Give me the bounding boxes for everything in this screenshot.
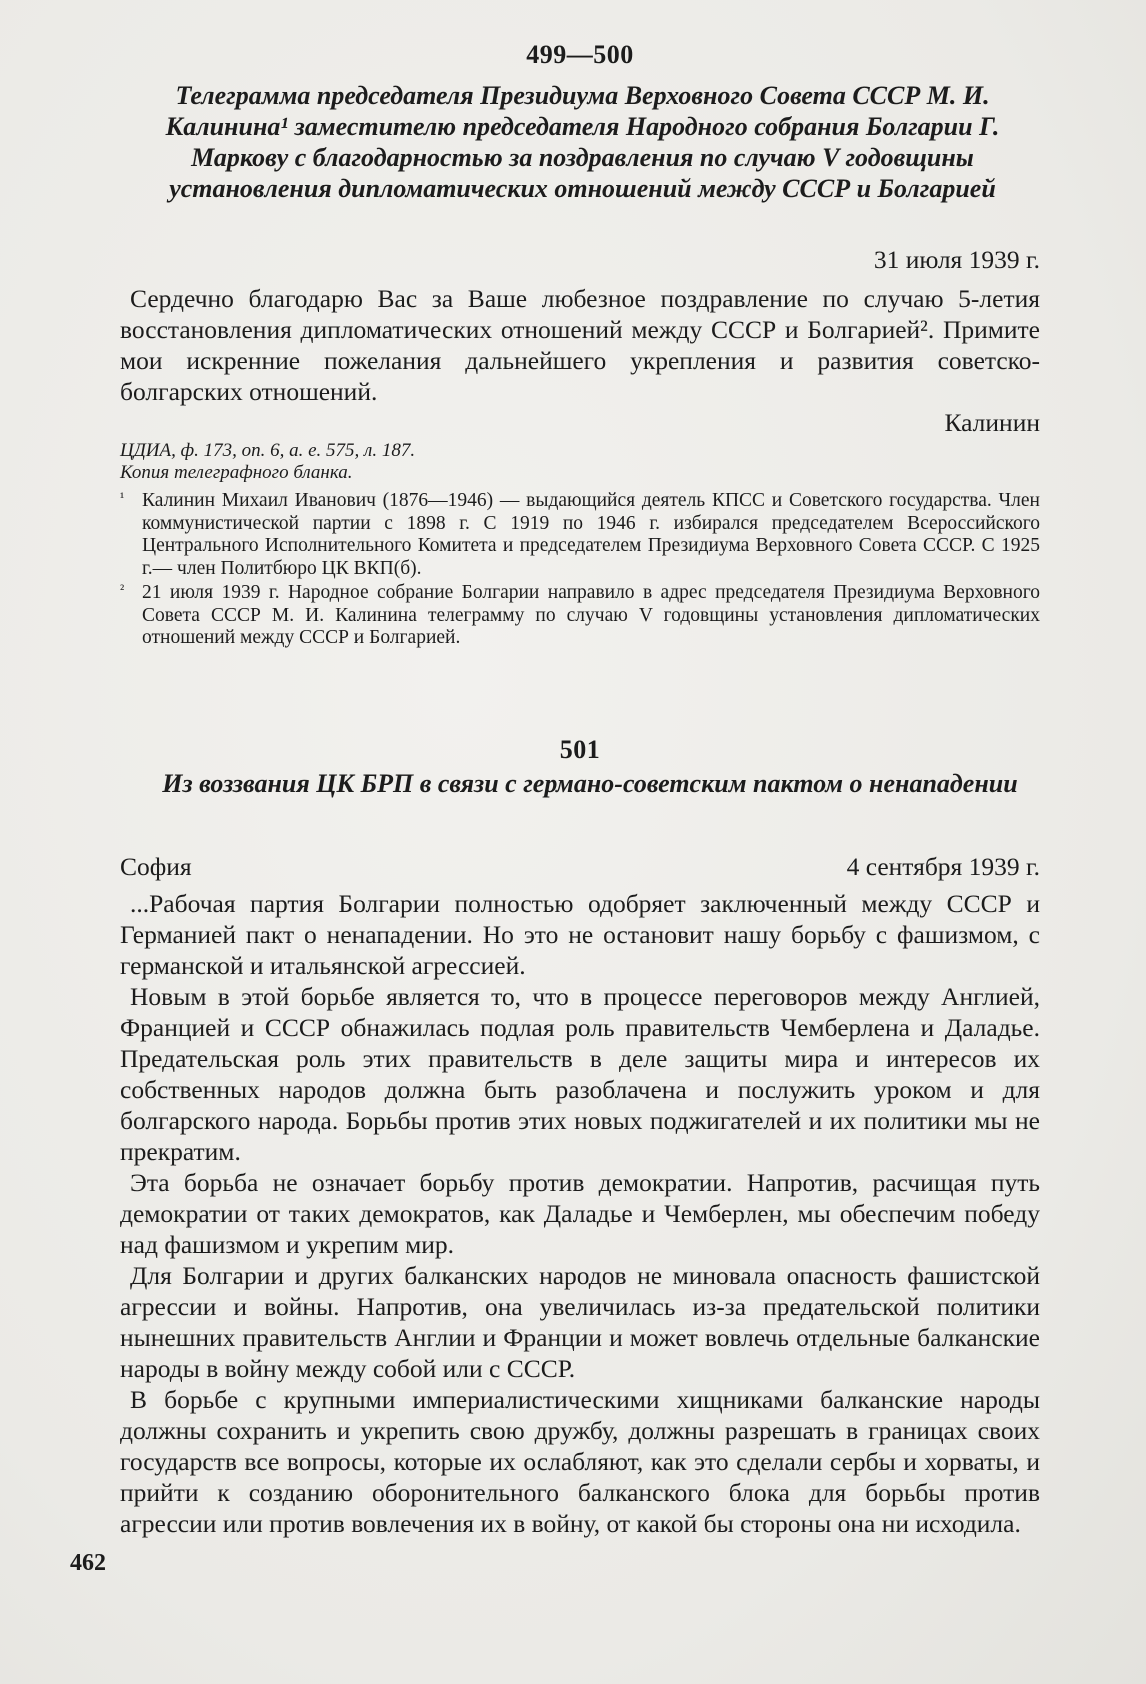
doc2-paragraph: Новым в этой борьбе является то, что в процессе переговоров между Англией, Францией и СССР обнажилась подлая роль правительств Чемберлена и Даладье. Предательская роль этих правительств в деле защиты мира и интересов их собственных народов должна быть разоблачена и послужить уроком и для болгарского народа. Борьбы против этих новых поджигателей и их политики мы не прекратим. — [120, 982, 1040, 1166]
doc2-place-date — [120, 852, 1040, 882]
page-number: 462 — [70, 1550, 106, 1576]
doc1-number: 499—500 — [526, 40, 634, 69]
doc2-paragraph: Для Болгарии и других балканских народов не миновала опасность фашистской агрессии и войны. Напротив, она увеличилась из-за предательской политики нынешних правительств Англии и Франции и может вовлечь отдельные балканские народы в войну между собой или с СССР. — [120, 1261, 1040, 1383]
footnote-mark: ² — [120, 583, 125, 598]
doc1-footnotes — [120, 490, 1040, 650]
doc1-text — [120, 283, 1040, 407]
footnote-text: Калинин Михаил Иванович (1876—1946) — выдающийся деятель КПСС и Советского государства. Член коммунистической партии с 1898 г. С 1919 по 1946 г. избирался председателем Всероссийского Центрального Исполнительного Комитета и председателем Президиума Верховного Совета СССР. С 1925 г.— член Политбюро ЦК ВКП(б). — [142, 490, 1040, 579]
doc1-source — [120, 440, 1040, 484]
doc2-title: Из воззвания ЦК БРП в связи с германо-советским пактом о ненападении — [162, 769, 1018, 798]
footnote-1 — [120, 490, 1040, 580]
doc2-paragraph: Эта борьба не означает борьбу против демократии. Напротив, расчищая путь демократии от таких демократов, как Даладье и Чемберлен, мы обеспечим победу над фашизмом и укрепим мир. — [120, 1168, 1040, 1259]
source-archive: ЦДИА, ф. 173, оп. 6, а. е. 575, л. 187. — [120, 440, 416, 461]
footnote-text: 21 июля 1939 г. Народное собрание Болгарии направило в адрес председателя Президиума Верховного Совета СССР М. И. Калинина телеграмму по случаю V годовщины установления дипломатических отношений между СССР и Болгарией. — [142, 582, 1040, 648]
doc2-place: София — [120, 852, 192, 881]
doc1-paragraph: Сердечно благодарю Вас за Ваше любезное поздравление по случаю 5-летия восстановления дипломатических отношений между СССР и Болгарией². Примите мои искренние пожелания дальнейшего укрепления и развития советско-болгарских отношений. — [120, 284, 1040, 406]
doc2-paragraph: ...Рабочая партия Болгарии полностью одобряет заключенный между СССР и Германией пакт о ненападении. Но это не остановит нашу борьбу с фашизмом, с германской и итальянской агрессией. — [120, 889, 1040, 980]
footnote-2 — [120, 582, 1040, 650]
doc2-number: 501 — [559, 735, 601, 764]
doc2-text — [120, 888, 1040, 1539]
doc1-title: Телеграмма председателя Президиума Верховного Совета СССР М. И. Калинина¹ заместителю председателя Народного собрания Болгарии Г. Маркову с благодарностью за поздравления по случаю V годовщины установления дипломатических отношений между СССР и Болгарией — [165, 81, 1000, 203]
doc2-date: 4 сентября 1939 г. — [846, 852, 1040, 881]
doc1-date: 31 июля 1939 г. — [873, 245, 1040, 274]
doc2-paragraph: В борьбе с крупными империалистическими хищниками балканские народы должны сохранить и укрепить свою дружбу, должны разрешать в границах своих государств все вопросы, которые их ослабляют, как это сделали сербы и хорваты, и прийти к созданию оборонительного балканского блока для борьбы против агрессии или против вовлечения их в войну, от какой бы стороны она ни исходила. — [120, 1385, 1040, 1538]
footnote-mark: ¹ — [120, 491, 125, 506]
source-copy-note: Копия телеграфного бланка. — [120, 462, 353, 483]
doc1-signature: Калинин — [944, 408, 1040, 437]
